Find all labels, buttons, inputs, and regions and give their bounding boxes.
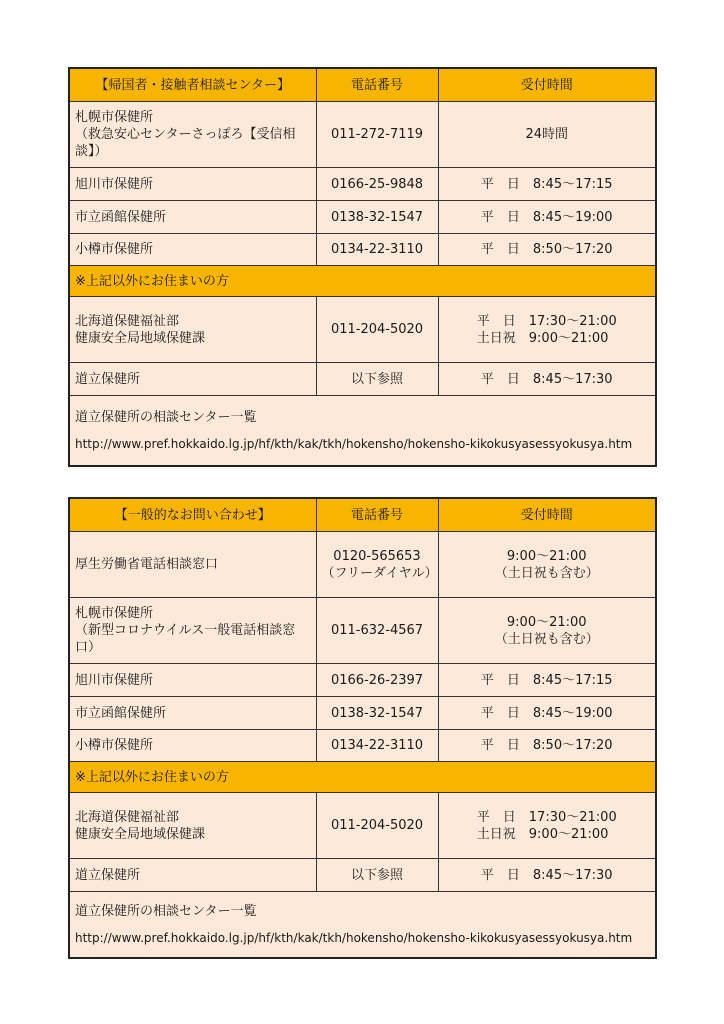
table-row (69, 532, 656, 598)
phone-number: 以下参照 (316, 859, 438, 892)
table-row (69, 297, 656, 363)
phone-number: 0166-25-9848 (316, 168, 438, 201)
reception-hours: 9:00～21:00 （土日祝も含む） (438, 598, 656, 664)
phone-number: 011-632-4567 (316, 598, 438, 664)
hours-column-header: 受付時間 (438, 68, 656, 102)
reception-hours: 平 日 8:50～17:20 (438, 730, 656, 762)
office-name: 北海道保健福祉部 健康安全局地域保健課 (69, 793, 316, 859)
phone-number: 011-204-5020 (316, 793, 438, 859)
reception-hours: 平 日 8:45～19:00 (438, 697, 656, 730)
table-row (69, 363, 656, 396)
link-row (69, 892, 656, 958)
hokensho-list-url[interactable]: http://www.pref.hokkaido.lg.jp/hf/kth/kak/tkh/hokensho/hokensho-kikokusyasessyokusya.htm (75, 930, 633, 945)
phone-number: 以下参照 (316, 363, 438, 396)
table-title: 【一般的なお問い合わせ】 (69, 498, 316, 532)
office-name: 市立函館保健所 (69, 697, 316, 730)
link-caption: 道立保健所の相談センター一覧 (75, 903, 257, 919)
link-row (69, 396, 656, 466)
section-header-row (69, 762, 656, 793)
reception-hours: 平 日 17:30～21:00 土日祝 9:00～21:00 (438, 793, 656, 859)
phone-number: 0138-32-1547 (316, 201, 438, 234)
office-name: 道立保健所 (69, 363, 316, 396)
phone-column-header: 電話番号 (316, 498, 438, 532)
hokensho-list-url[interactable]: http://www.pref.hokkaido.lg.jp/hf/kth/kak/tkh/hokensho/hokensho-kikokusyasessyokusya.htm (75, 436, 633, 451)
office-name: 小樽市保健所 (69, 730, 316, 762)
reception-hours: 平 日 8:45～17:15 (438, 168, 656, 201)
office-name: 市立函館保健所 (69, 201, 316, 234)
office-name: 旭川市保健所 (69, 664, 316, 697)
reception-hours: 平 日 8:45～17:30 (438, 859, 656, 892)
hours-column-header: 受付時間 (438, 498, 656, 532)
phone-column-header: 電話番号 (316, 68, 438, 102)
reception-hours: 平 日 8:45～17:15 (438, 664, 656, 697)
reception-hours: 平 日 8:50～17:20 (438, 234, 656, 266)
table-row (69, 697, 656, 730)
link-cell (69, 396, 656, 466)
phone-number: 0166-26-2397 (316, 664, 438, 697)
table-row (69, 598, 656, 664)
table-row (69, 793, 656, 859)
office-name: 札幌市保健所 （新型コロナウイルス一般電話相談窓口） (69, 598, 316, 664)
reception-hours: 平 日 17:30～21:00 土日祝 9:00～21:00 (438, 297, 656, 363)
section-label: ※上記以外にお住まいの方 (69, 762, 656, 793)
link-cell (69, 892, 656, 958)
table-row (69, 730, 656, 762)
phone-number: 0138-32-1547 (316, 697, 438, 730)
table-row (69, 102, 656, 168)
link-caption: 道立保健所の相談センター一覧 (75, 409, 257, 425)
table-row (69, 664, 656, 697)
phone-number: 0134-22-3110 (316, 234, 438, 266)
office-name: 厚生労働省電話相談窓口 (69, 532, 316, 598)
table-row (69, 201, 656, 234)
phone-number: 0120-565653 （フリーダイヤル） (316, 532, 438, 598)
phone-number: 011-272-7119 (316, 102, 438, 168)
phone-number: 011-204-5020 (316, 297, 438, 363)
section-header-row (69, 266, 656, 297)
table-title: 【帰国者・接触者相談センター】 (69, 68, 316, 102)
reception-hours: 24時間 (438, 102, 656, 168)
table-header-row (69, 498, 656, 532)
table-row (69, 168, 656, 201)
reception-hours: 9:00～21:00 （土日祝も含む） (438, 532, 656, 598)
section-label: ※上記以外にお住まいの方 (69, 266, 656, 297)
table-row (69, 859, 656, 892)
reception-hours: 平 日 8:45～17:30 (438, 363, 656, 396)
office-name: 札幌市保健所 （救急安心センターさっぽろ【受信相談】） (69, 102, 316, 168)
table-row (69, 234, 656, 266)
office-name: 北海道保健福祉部 健康安全局地域保健課 (69, 297, 316, 363)
office-name: 小樽市保健所 (69, 234, 316, 266)
general-inquiry-table (68, 497, 657, 959)
table-header-row (69, 68, 656, 102)
reception-hours: 平 日 8:45～19:00 (438, 201, 656, 234)
consultation-center-table (68, 67, 657, 467)
phone-number: 0134-22-3110 (316, 730, 438, 762)
office-name: 道立保健所 (69, 859, 316, 892)
office-name: 旭川市保健所 (69, 168, 316, 201)
